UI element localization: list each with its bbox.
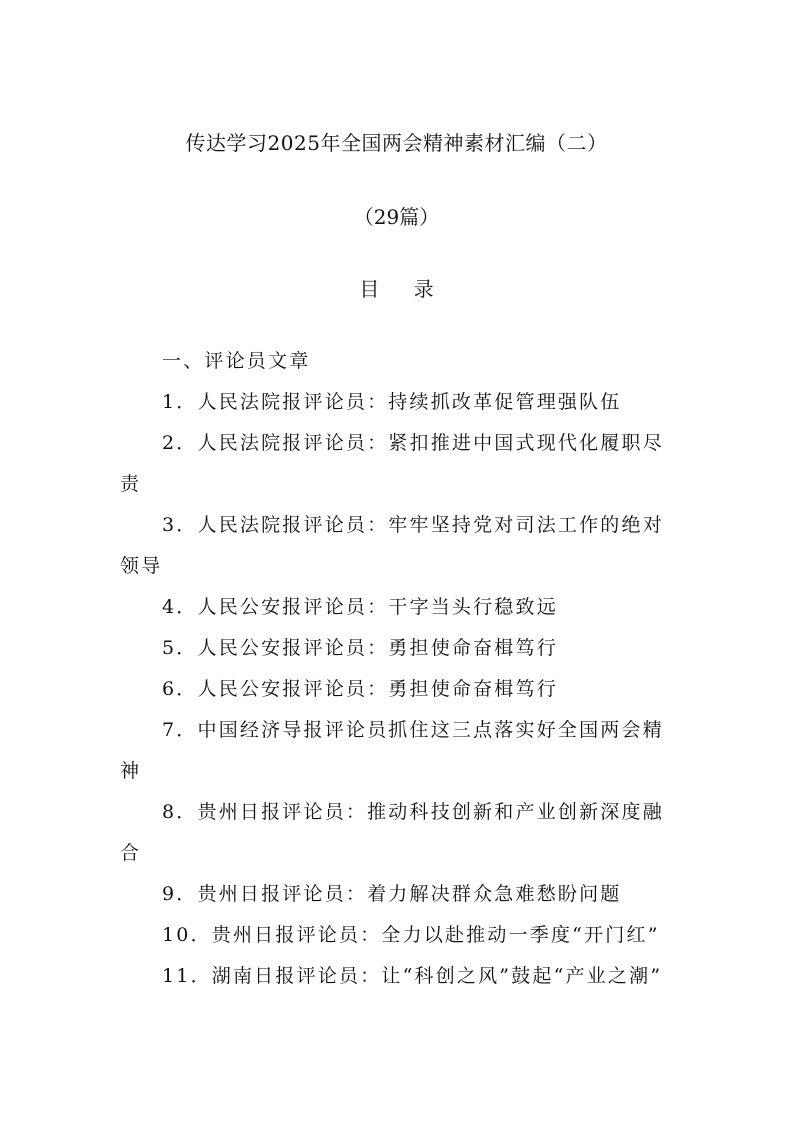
toc-item: 1．人民法院报评论员：持续抓改革促管理强队伍 [162, 391, 622, 413]
document-title: 传达学习2025年全国两会精神素材汇编（二） [185, 131, 608, 155]
toc-item: 9．贵州日报评论员：着力解决群众急难愁盼问题 [162, 883, 622, 905]
toc-item: 3．人民法院报评论员：牢牢坚持党对司法工作的绝对领导 [120, 514, 664, 577]
toc-item: 5．人民公安报评论员：勇担使命奋楫笃行 [162, 637, 558, 659]
toc-item: 10．贵州日报评论员：全力以赴推动一季度“开门红” [162, 924, 660, 946]
toc-item: 6．人民公安报评论员：勇担使命奋楫笃行 [162, 678, 558, 700]
toc-item: 7．中国经济导报评论员抓住这三点落实好全国两会精神 [120, 719, 664, 782]
toc-heading: 目 录 [359, 277, 448, 301]
toc-section-heading: 一、评论员文章 [162, 350, 311, 372]
toc-item: 8．贵州日报评论员：推动科技创新和产业创新深度融合 [120, 801, 664, 864]
toc-item: 4．人民公安报评论员：干字当头行稳致远 [162, 596, 558, 618]
toc-item: 11．湖南日报评论员：让“科创之风”鼓起“产业之潮” [162, 965, 663, 987]
document-subtitle: （29篇） [353, 205, 440, 229]
table-of-contents [120, 341, 680, 997]
toc-item: 2．人民法院报评论员：紧扣推进中国式现代化履职尽责 [120, 432, 664, 495]
